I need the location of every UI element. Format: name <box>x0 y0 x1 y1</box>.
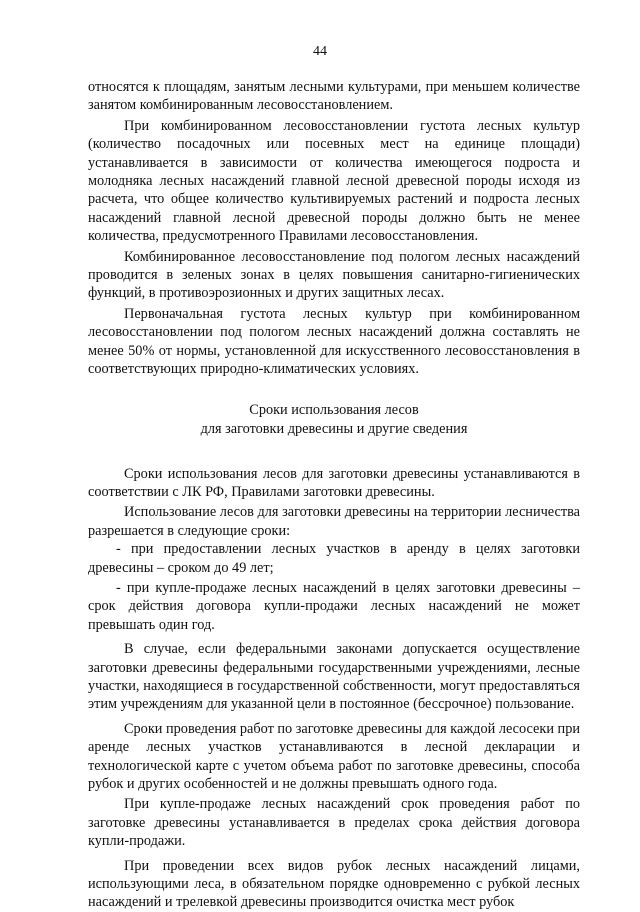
paragraph-5: Сроки использования лесов для заготовки древесины устанавливаются в соответствии с ЛК РФ, Правилами заготовки древесины. <box>88 465 580 500</box>
paragraph-10: При проведении всех видов рубок лесных насаждений лицами, использующими леса, в обязательном порядке одновременно с рубкой лесных насаждений и трелевкой древесины производится очистка мест рубок <box>88 857 580 911</box>
paragraph-9: При купле-продаже лесных насаждений срок проведения работ по заготовке древесины устанавливается в пределах срока действия договора купли-продажи. <box>88 796 580 850</box>
list-item-sale: - при купле-продаже лесных насаждений в целях заготовки древесины – срок действия договора купли-продажи лесных насаждений не может превышать один год. <box>88 579 580 633</box>
section-heading-line-2: для заготовки древесины и другие сведения <box>200 420 468 437</box>
paragraph-3: Комбинированное лесовосстановление под пологом лесных насаждений проводится в зеленых зонах в целях повышения санитарно-гигиенических функций, в противоэрозионных и других защитных лесах. <box>88 248 580 302</box>
paragraph-8: Сроки проведения работ по заготовке древесины для каждой лесосеки при аренде лесных участков устанавливаются в лесной декларации и технологической карте с учетом объема работ по заготовке древесины, способа рубок и других особенностей и не должны превышать одного года. <box>88 720 580 792</box>
paragraph-6: Использование лесов для заготовки древесины на территории лесничества разрешается в следующие сроки: <box>88 504 580 539</box>
section-heading <box>88 401 580 439</box>
section-heading-line-1: Сроки использования лесов <box>249 401 419 418</box>
paragraph-7: В случае, если федеральными законами допускается осуществление заготовки древесины федеральными государственными учреждениями, лесные участки, находящиеся в государственной собственности, могут предоставляться этим учреждениям для указанной цели в постоянное (бессрочное) пользование. <box>88 641 580 713</box>
list-item-lease: - при предоставлении лесных участков в аренду в целях заготовки древесины – сроком до 49 лет; <box>88 541 580 576</box>
paragraph-1: относятся к площадям, занятым лесными культурами, при меньшем количестве занятом комбинированным лесовосстановлением. <box>88 79 580 114</box>
text-body <box>88 78 580 912</box>
paragraph-4: Первоначальная густота лесных культур при комбинированном лесовосстановлении под пологом лесных насаждений должна составлять не менее 50% от нормы, установленной для искусственного лесовосстановления в соответствующих природно-климатических условиях. <box>88 305 580 378</box>
page-number: 44 <box>313 44 327 59</box>
paragraph-2: При комбинированном лесовосстановлении густота лесных культур (количество посадочных или посевных мест на единице площади) устанавливается в зависимости от количества имеющегося подроста и молодняка лесных насаждений главной лесной древесной породы исходя из расчета, что общее количество культивируемых растений и подроста лесных насаждений главной лесной древесной породы должно быть не менее количества, предусмотренного Правилами лесовосстановления. <box>88 117 580 245</box>
